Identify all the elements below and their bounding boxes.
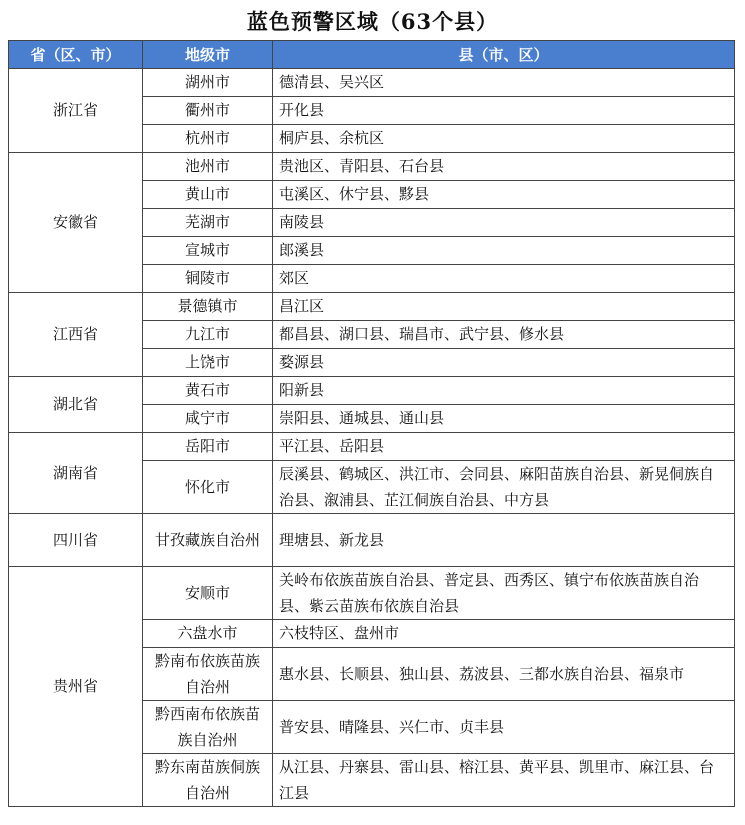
- city-cell: 黔南布依族苗族自治州: [143, 648, 273, 701]
- city-cell: 铜陵市: [143, 265, 273, 293]
- table-header-row: [9, 41, 735, 69]
- county-cell: 婺源县: [273, 349, 735, 377]
- city-cell: 上饶市: [143, 349, 273, 377]
- province-cell: 浙江省: [9, 69, 143, 153]
- city-cell: 衢州市: [143, 97, 273, 125]
- city-cell: 咸宁市: [143, 405, 273, 433]
- county-cell: 屯溪区、休宁县、黟县: [273, 181, 735, 209]
- city-cell: 杭州市: [143, 125, 273, 153]
- province-cell: 安徽省: [9, 153, 143, 293]
- county-cell: 郊区: [273, 265, 735, 293]
- city-cell: 岳阳市: [143, 433, 273, 461]
- county-cell: 理塘县、新龙县: [273, 514, 735, 567]
- city-cell: 九江市: [143, 321, 273, 349]
- county-cell: 都昌县、湖口县、瑞昌市、武宁县、修水县: [273, 321, 735, 349]
- county-cell: 从江县、丹寨县、雷山县、榕江县、黄平县、凯里市、麻江县、台江县: [273, 754, 735, 807]
- county-cell: 崇阳县、通城县、通山县: [273, 405, 735, 433]
- table-row: [9, 293, 735, 321]
- province-cell: 湖南省: [9, 433, 143, 514]
- header-province: 省（区、市）: [9, 41, 143, 69]
- county-cell: 六枝特区、盘州市: [273, 620, 735, 648]
- city-cell: 六盘水市: [143, 620, 273, 648]
- city-cell: 湖州市: [143, 69, 273, 97]
- warning-table: [8, 40, 735, 807]
- province-cell: 四川省: [9, 514, 143, 567]
- table-row: [9, 69, 735, 97]
- county-cell: 开化县: [273, 97, 735, 125]
- city-cell: 景德镇市: [143, 293, 273, 321]
- province-cell: 湖北省: [9, 377, 143, 433]
- county-cell: 惠水县、长顺县、独山县、荔波县、三都水族自治县、福泉市: [273, 648, 735, 701]
- province-cell: 贵州省: [9, 567, 143, 807]
- header-county: 县（市、区）: [273, 41, 735, 69]
- city-cell: 黔东南苗族侗族自治州: [143, 754, 273, 807]
- county-cell: 昌江区: [273, 293, 735, 321]
- county-cell: 桐庐县、余杭区: [273, 125, 735, 153]
- city-cell: 安顺市: [143, 567, 273, 620]
- city-cell: 黄山市: [143, 181, 273, 209]
- county-cell: 南陵县: [273, 209, 735, 237]
- city-cell: 芜湖市: [143, 209, 273, 237]
- table-row: [9, 153, 735, 181]
- county-cell: 辰溪县、鹤城区、洪江市、会同县、麻阳苗族自治县、新晃侗族自治县、溆浦县、芷江侗族自治县、中方县: [273, 461, 735, 514]
- city-cell: 甘孜藏族自治州: [143, 514, 273, 567]
- table-row: [9, 433, 735, 461]
- table-row: [9, 567, 735, 620]
- county-cell: 贵池区、青阳县、石台县: [273, 153, 735, 181]
- city-cell: 黔西南布依族苗族自治州: [143, 701, 273, 754]
- city-cell: 怀化市: [143, 461, 273, 514]
- county-cell: 郎溪县: [273, 237, 735, 265]
- table-row: [9, 377, 735, 405]
- county-cell: 德清县、吴兴区: [273, 69, 735, 97]
- header-city: 地级市: [143, 41, 273, 69]
- city-cell: 池州市: [143, 153, 273, 181]
- city-cell: 黄石市: [143, 377, 273, 405]
- county-cell: 普安县、晴隆县、兴仁市、贞丰县: [273, 701, 735, 754]
- county-cell: 平江县、岳阳县: [273, 433, 735, 461]
- county-cell: 关岭布依族苗族自治县、普定县、西秀区、镇宁布依族苗族自治县、紫云苗族布依族自治县: [273, 567, 735, 620]
- province-cell: 江西省: [9, 293, 143, 377]
- page-title: 蓝色预警区域（63个县）: [246, 9, 499, 34]
- city-cell: 宣城市: [143, 237, 273, 265]
- table-row: [9, 514, 735, 567]
- county-cell: 阳新县: [273, 377, 735, 405]
